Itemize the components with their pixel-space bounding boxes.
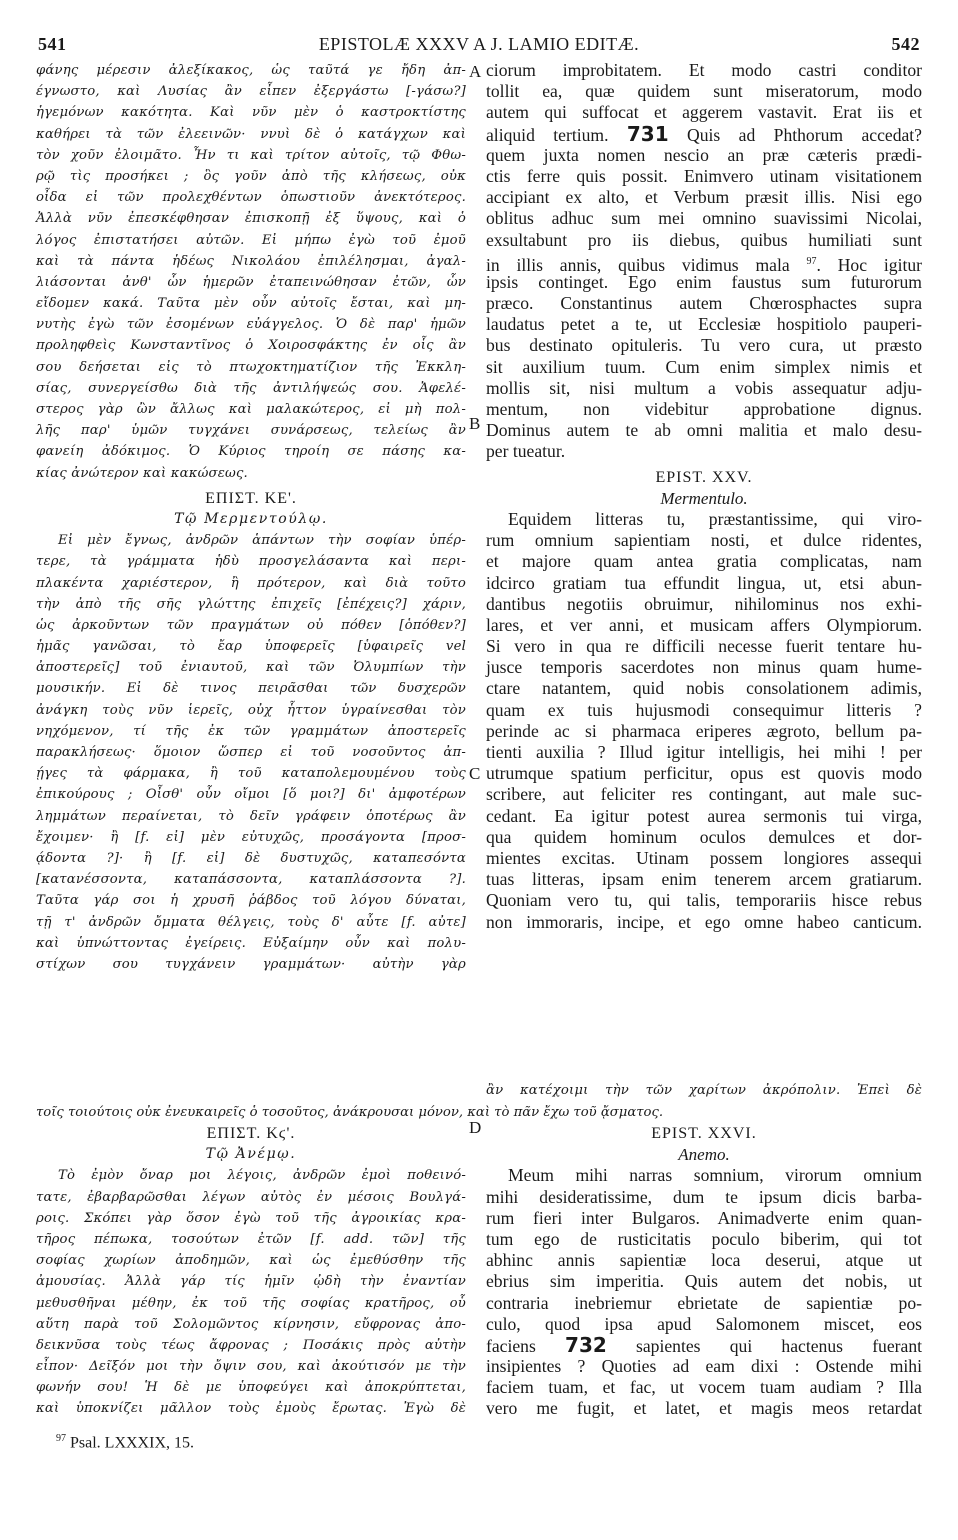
text-line: quem juxta nomen nescio an præ cæteris prædi- [486, 144, 922, 165]
text-line: aliquid tertium. 731 Quis ad Phthorum accedat? [486, 121, 922, 146]
latin-letter-25 [486, 509, 922, 933]
text-line: Τὸ ἐμὸν ὄναρ μοι λέγοις, ἀνδρῶν ἐμοὶ ποθεινό- [58, 1168, 466, 1184]
text-line: ῄγες τὰ φάρμακα, ἢ τοῦ καταπολεμουμένου τοὺς [36, 766, 466, 782]
text-line: rum omnium sapientiam nosti, et dulce ridentes, [486, 530, 922, 551]
text-line: έγνωστο, καὶ Λυσίας ἂν εἶπεν ἐξεργάστω [-γάσω?] [36, 84, 466, 100]
text-line: φάνης μέρεσιν ἀλεξίκακος, ὡς ταῦτά γε ἤδη ἀπ- [36, 63, 466, 78]
text-line: sit auxilium tuum. Cum enim simplex nimis et [486, 356, 922, 377]
text-line: σοφίας χωρίων ἀποδημῶν, καὶ ὡς ἐμεθύσθην τῆς [36, 1253, 466, 1269]
text-line: rum fieri inter Bulgaros. Animadverte enim quan- [486, 1207, 922, 1228]
text-line: δεικνῦσα τοὺς τέως ἄφρονας ; Ποσάκις πρὸς αὐτὴν [36, 1337, 466, 1353]
text-line: τῇ τ' ἀνδρῶν ὄμματα θέλγεις, τοὺς δ' αὖτε [f. αὐτε] [36, 914, 466, 930]
text-line: αὕτη παρὰ τοῦ Σολομῶντος κίρνησιν, εὔφρονας ἀπο- [36, 1316, 466, 1332]
text-line: Equidem litteras tu, præstantissime, qui viro- [508, 508, 922, 529]
line-tail: . Hoc igitur [816, 254, 922, 275]
text-line: λιάσονται ἀνθ' ὧν ἡμερῶν ἐταπεινώθησαν ἐτῶν, ὧν [36, 274, 466, 290]
text-line: οἶδα εἰ τῶν προλεχθέντων ὁπωστιοῦν ἀνεκτότερος. [36, 190, 466, 206]
text-line: contraria inebriemur ebrietate de sapientiæ po- [486, 1292, 922, 1313]
text-line: λῆς παρ' ὑμῶν τυγχάνει συνάρσεως, τελείως ἂν [36, 423, 466, 439]
latin-heading-26: EPIST. XXVI. [651, 1125, 757, 1142]
greek-column [36, 60, 466, 975]
page-number-left: 541 [38, 34, 67, 54]
text-line: Quoniam vero tu, qui talis, temporariis hisce rebus [486, 890, 922, 911]
greek-addressee-25: Τῷ Μερμεντούλῳ. [174, 510, 328, 527]
margin-marker-d: D [469, 1118, 482, 1137]
text-line: ὡς ἀρκοῦντων τῶν πραγμάτων οὐ πόθεν [ὁπόθεν?] [36, 617, 466, 633]
text-line: προληφθεὶς Κωνσταντῖνος ὁ Χοιροσφάκτης ἐν οἷς ἂν [36, 338, 466, 354]
text-line: μεθυσθῆναι μέθην, ἐκ τοῦ τῆς σοφίας κρατῆρος, οὗ [36, 1295, 466, 1311]
text-line: laudatus petet a te, ut Ecclesiæ hospitiolo pauperi- [486, 314, 922, 335]
margin-marker-a: A [469, 62, 482, 81]
footnote [56, 1433, 194, 1452]
text-line: Εἰ μὲν ἔγνως, ἀνδρῶν ἁπάντων τὴν σοφίαν ὑπέρ- [58, 533, 466, 549]
text-line: ἔχοιμεν· ἢ [f. εἰ] μὲν εὐτυχῶς, προσάγοντα [προσ- [36, 829, 466, 845]
text-line: ᾴδοντα ?]· ἢ [f. εἰ] δὲ δυστυχῶς, καταπεσόντα [36, 850, 466, 866]
column-number: 732 [565, 1332, 607, 1357]
text-line: non immoraris, incipe, et ego omne habeo canticum. [486, 911, 922, 932]
text-line: perinde ac si pharmaca eriperes ægroto, bellum pa- [486, 720, 922, 741]
greek-addressee-26: Τῷ Ἀνέμῳ. [205, 1146, 297, 1163]
latin-heading-25: EPIST. XXV. [655, 468, 753, 486]
text-line: παρακλήσεως· ὅμοιον ὥσπερ εἰ τοῦ νοσοῦντος ἀπ- [36, 745, 466, 760]
text-line: καθήρει τὰ τῶν ἐλεεινῶν· ννυὶ δὲ ὁ κατάγχων καὶ [36, 126, 466, 142]
text-line: ἡμᾶς γανῶσαι, τὸ ἔαρ ὑποφερεῖς [ὑφαιρεῖς vel [36, 639, 466, 655]
text-line: idcirco gratiam tua effundit lingua, ut, etsi abun- [486, 572, 922, 593]
footnote-ref: 97 [806, 255, 817, 267]
text-line: lares, et ver anni, et musicam affers Olympiorum. [486, 614, 922, 635]
greek-heading-26: ΕΠΙΣΤ. Κϛ'. [206, 1125, 296, 1142]
text-line: ciorum improbitatem. Et modo castri conditor [486, 60, 922, 80]
text-line: et majore quam antea gratia complicatas, nam [486, 551, 922, 572]
text-line: tuas litteras, ipsam enim tenerem arcem gratiarum. [486, 869, 922, 890]
text-line: τῆρος πέπωκα, τοσούτων ἐτῶν [f. add. τῶν] τῆς [36, 1231, 466, 1247]
text-line: τὸν χοῦν ἐλοιμᾶτο. Ἦν τι καὶ τρίτον αὐτοῖς, τῷ Φθω- [36, 147, 466, 163]
text-line: ἡγεμόνων κακότητα. Καὶ νῦν μὲν ὁ καστροκτίστης [36, 105, 466, 121]
margin-marker-c: C [469, 764, 481, 783]
text-line: εἶπον· Δεῖξόν μοι τὴν ὄψιν σου, καὶ ἀκούτισόν με τὴν [36, 1359, 466, 1375]
greek-letter-25 [36, 530, 466, 975]
text-line: abhinc annis sapientiæ loca deserui, atque ut [486, 1250, 922, 1271]
running-title: EPISTOLÆ XXXV A J. LAMIO EDITÆ. [318, 34, 640, 54]
text-line: mollis sit, nisi multum a vobis assequatur adju- [486, 377, 922, 398]
text-line: Ἀλλὰ νῦν ἐπεσκέφθησαν ἐπισκοπῇ ἐξ ὕψους, καὶ ὁ [36, 211, 466, 227]
latin-letter-26 [486, 1165, 922, 1419]
greek-heading-25: ΕΠΙΣΤ. ΚΕ'. [205, 489, 297, 507]
greek-top-passage [36, 60, 466, 484]
text-line: τὴν ἀπὸ τῆς σῆς γλώττης ἐπιχεῖς [ἐπέχεις?] χάριν, [36, 596, 466, 612]
text-line: Dominus autem te ab omni malitia et malo desu- [486, 420, 922, 441]
text-line: Ταῦτα γάρ σοι ἡ χρυσῆ ῥάβδος τοῦ λόγου δύναται, [36, 893, 466, 909]
text-line: ἐπικούρους ; Οἶσθ' οὖν οἴμοι [ὅ μοι?] δι' ἀμφοτέρων [36, 787, 466, 803]
text-line: vero me fugit, et latet, et magis meos retardat [486, 1398, 922, 1419]
text-line: πλακέντα χαριέστερον, ἢ πρότερον, καὶ διὰ τοῦτο [36, 575, 466, 591]
text-line: mientes excitas. Utinam possem longiores assequi [486, 847, 922, 868]
text-line: accipiant ex alto, et Verbum præsit illis. Nisi ego [486, 187, 922, 208]
text-line: per tueatur. [486, 441, 566, 462]
text-line: autem qui suffocat et aggerem vastavit. Erat iis et [486, 102, 922, 123]
text-line: bus destinato opituleris. Tu vero cura, ut præsto [486, 335, 922, 356]
text-line: ρῷ τὶς προσήκει ; ὃς γοῦν ἀπὸ τῆς κλήσεως, οὐκ [36, 168, 466, 184]
text-line: exsultabunt pro iis diebus, quibus humiliati sunt [486, 229, 922, 250]
text-line: φωνήν σου! Ἡ δὲ με ὑποφεύγει καὶ ἀποκρύπτεται, [36, 1380, 466, 1396]
text-line: scribere, aut feliciter res contingant, aut male suc- [486, 784, 922, 805]
text-line: qua quidem hominum oculos demulces et dor- [486, 826, 922, 847]
text-line: εἴδομεν κακά. Ταῦτα μὲν οὖν αὐτοῖς ἔσται, καὶ μη- [36, 296, 466, 312]
text-line: νηχόμενον, τί τῆς ἐκ τῶν γραμμάτων ἀποστερεῖς [36, 723, 466, 739]
text-line: τατε, ἐβαρβαρῶσθαι λέγων αὐτὸς ἐν μέσοις Βουλγά- [36, 1189, 466, 1205]
text-line: mihi desideratissime, dum te ipsum dicis barba- [486, 1186, 922, 1207]
text-line: ctare natantem, quid nobis consolationem adimis, [486, 678, 922, 699]
column-number: 731 [626, 121, 669, 146]
text-line: culo, quod ipsa apud Salomonem miscet, eos [486, 1313, 922, 1334]
text-line: præco. Constantinus autem Chœrosphactes supra [486, 293, 922, 314]
text-line: jusce temporis sacerdotes non minus quam hume- [486, 657, 922, 678]
text-line: faciens 732 sapientes qui hactenus fuerant [486, 1332, 923, 1357]
text-line: ctis ferre quis possit. Enimvero utinam visitationem [486, 165, 922, 186]
text-line: tollit ea, quæ quidem sunt miseratorum, modo [486, 81, 922, 102]
text-line: λημμάτων περαίνεται, τὸ δεῖν γράφειν ὁποτέρως ἂν [36, 808, 466, 824]
text-line: cedant. Ea igitur potest aurea sermonis tui virga, [486, 805, 922, 826]
text-line: καὶ τὰ πάντα ἡδέως Νικολάου ἐπιλέλησμαι, ἀγαλ- [36, 253, 466, 269]
latin-addressee-26: Anemo. [678, 1145, 730, 1165]
text-line: insipientes ? Quoties ad eam dixi : Ostende mihi [486, 1356, 922, 1377]
text-line: ipsis continget. Ego enim faustus sum futurorum [486, 271, 922, 292]
text-line: in illis annis, quibus vidimus mala $^{97}$. Hoc igitur [486, 254, 922, 275]
latin-column [486, 60, 922, 933]
latin-addressee-25: Mermentulo. [660, 488, 748, 508]
line-tail: sapientes qui hactenus fuerant [606, 1335, 923, 1356]
latin-top-passage [486, 60, 922, 463]
text-line: ροις. Σκόπει γὰρ ὅσον ἐγὼ τοῦ τῆς ἀγροικίας κρα- [36, 1210, 466, 1226]
text-line: ἀποστερεῖς] τοῦ ἐνιαυτοῦ, καὶ τῶν Ὀλυμπίων τὴν [36, 660, 466, 676]
text-line: στίχων σου τυγχάνειν γραμμάτων· αὐτὴν γὰρ [36, 956, 466, 972]
text-line: dantibus negotiis obruimur, nihilominus nos exhi- [486, 593, 922, 614]
footnote-ref: 97 [56, 1433, 66, 1444]
text-line: ἀνάγκη τοὺς νῦν ἱερεῖς, οὐχ ἧττον ὑγραίνεσθαι τὸν [36, 702, 466, 718]
page-number-right: 542 [891, 34, 920, 54]
latin-column-26 [486, 1123, 922, 1420]
footnote-text: Psal. LXXXIX, 15. [70, 1434, 194, 1452]
text-line: σίας, συνεργείσθω διὰ τῆς ἀντιλήψεώς σου. Ἀφελέ- [36, 380, 466, 396]
text-line: τερε, τὰ γράμματα ἡδὺ προσγελάσαντα καὶ περι- [36, 554, 466, 570]
text-line: ebrius sim imperitia. Quis autem det nobis, ut [486, 1271, 922, 1292]
text-line: tienti auxilia ? Illud igitur intelligis, hei mihi ! per [486, 742, 922, 762]
text-line: faciem tuam, et fac, ut vocem tuam audiam ? Illa [486, 1377, 922, 1398]
text-line: λόγος ἐπιστατήσει αὐτῶν. Εἰ μήπω ἐγὼ τοῦ ἐμοῦ [36, 232, 466, 248]
line-tail: Quis ad Phthorum accedat? [668, 124, 922, 145]
text-line: [κατανέσσοντα, καταπάσσοντα, καταπλάσσοντα ?]. [36, 872, 466, 888]
text-line: νυτὴς ἐγὼ τῶν ἐσομένων εὐάγγελος. Ὁ δὲ παρ' ἡμῶν [36, 317, 466, 333]
text-line: ἀμουσίας. Ἀλλὰ γάρ τίς ἡμῖν ᾠδὴ τὴν ἐναντίαν [36, 1274, 466, 1290]
greek-letter-26 [36, 1165, 466, 1419]
text-line: καὶ ὑπνώττοντας ἐγείρεις. Εὐξαίμην οὖν καὶ πολυ- [36, 935, 466, 951]
text-line: mentum, non videbitur approbatione dignus. [486, 399, 922, 419]
text-line: σου δεήσεται εἰς τὸ πτωχοκτηματίζιον τῆς Ἐκκλη- [36, 359, 466, 375]
text-line: tum ego de rusticitatis poculo biberim, qui tot [486, 1228, 922, 1249]
text-line: φανείη ἀδόκιμος. Ὁ Κύριος τηροίη σε πάσης κα- [36, 444, 466, 460]
greek-continuation-right: ἂν κατέχοιμι τὴν τῶν χαρίτων ἀκρόπολιν. Ἐπεὶ δὲ [486, 1083, 922, 1098]
greek-spanning-line: τοῖς τοιούτοις οὐκ ἐνευκαιρεῖς ὁ τοσοῦτος, ἀνάκρουσαι μόνον, καὶ τὸ πᾶν ἔχω τοῦ ᾄσματος. [36, 1105, 664, 1120]
text-line: μουσικήν. Εἰ δὲ τινος πειρᾶσθαι τῶν δυσχερῶν [36, 681, 466, 697]
text-line: καὶ ὑποκνίζει μᾶλλον τοὺς ἐμοὺς ἔρωτας. Ἐγὼ δὲ [36, 1401, 466, 1417]
text-line: Si vero in qua re difficili necesse fuerit tentare hu- [486, 636, 922, 657]
text-line: κίας ἀνώτερον καὶ κακώσεως. [36, 465, 248, 481]
text-line: utrumque spatium perficitur, opus est quovis modo [486, 763, 922, 784]
text-line: oblitus adhuc sum mei omnino suavissimi Nicolai, [486, 208, 922, 229]
text-line: Meum mihi narras somnium, virorum omnium [508, 1165, 922, 1186]
margin-marker-b: B [469, 414, 481, 433]
text-line: στερος γὰρ ὢν ἄλλως καὶ μαλακώτερος, εἰ μὴ πολ- [36, 402, 466, 417]
text-line: quam ex tuis hujusmodi consequimur litteris ? [486, 699, 922, 720]
greek-column-26 [36, 1123, 466, 1420]
